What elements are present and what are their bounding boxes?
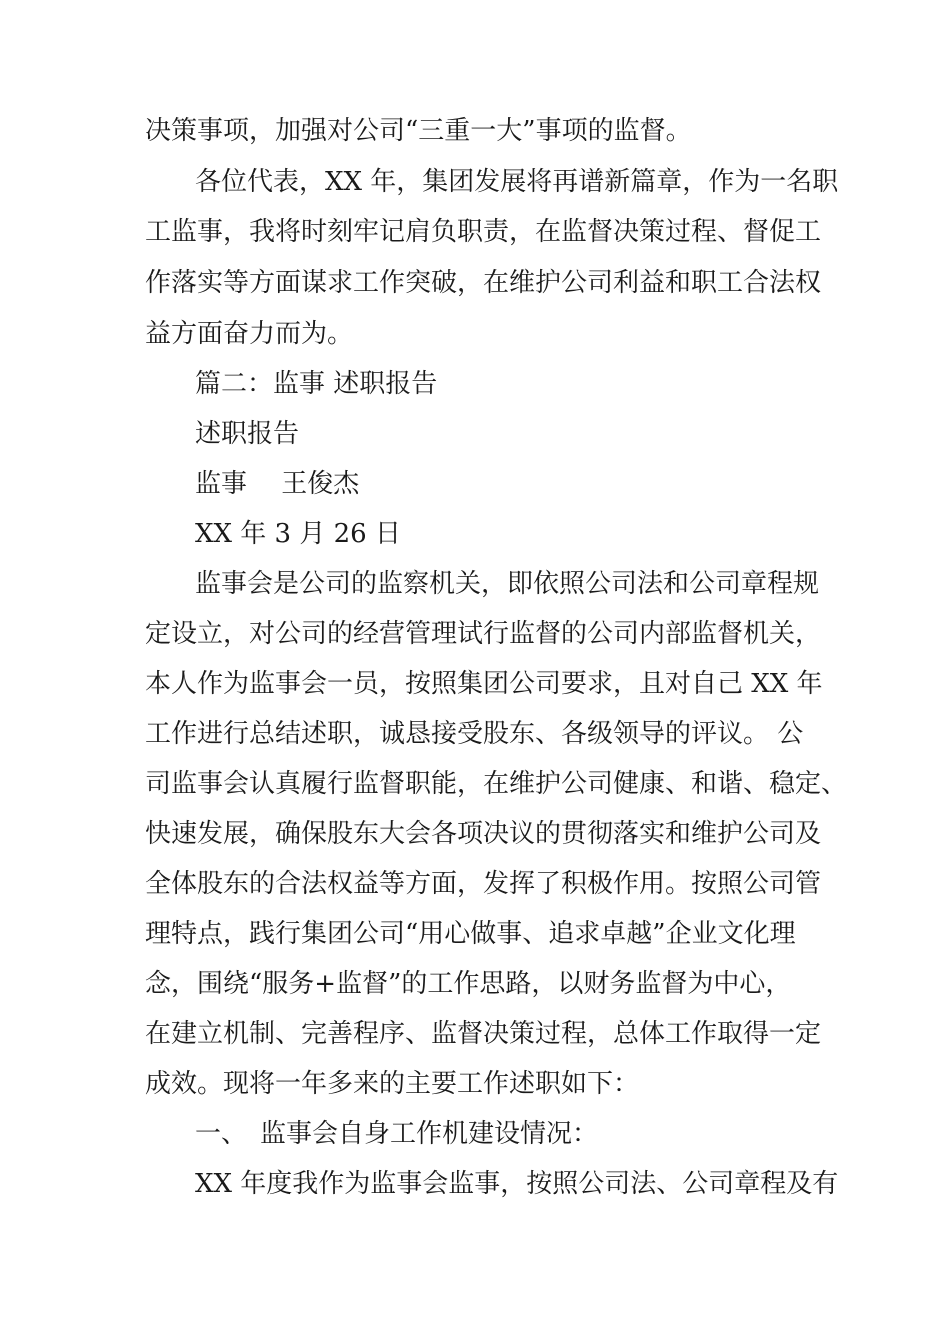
text-line: 司监事会认真履行监督职能，在维护公司健康、和谐、稳定、 bbox=[145, 769, 848, 799]
text-line: 监事会是公司的监察机关，即依照公司法和公司章程规 bbox=[195, 569, 820, 599]
text-line: 工作进行总结述职，诚恳接受股东、各级领导的评议。 公 bbox=[145, 719, 804, 749]
subsection-heading: 一、 监事会自身工作机建设情况： bbox=[195, 1119, 599, 1149]
report-author: 监事 王俊杰 bbox=[195, 469, 360, 499]
text-line: 工监事，我将时刻牢记肩负职责，在监督决策过程、督促工 bbox=[145, 217, 822, 247]
section-heading: 篇二：监事 述职报告 bbox=[195, 369, 438, 399]
text-line: 各位代表，XX 年，集团发展将再谱新篇章，作为一名职 bbox=[195, 167, 839, 197]
text-line: 成效。现将一年多来的主要工作述职如下： bbox=[145, 1069, 640, 1099]
report-title: 述职报告 bbox=[195, 419, 300, 449]
text-line: 益方面奋力而为。 bbox=[145, 319, 354, 349]
text-line: 全体股东的合法权益等方面，发挥了积极作用。按照公司管 bbox=[145, 869, 822, 899]
text-line: 念，围绕“服务+监督”的工作思路，以财务监督为中心， bbox=[145, 969, 792, 999]
text-line: 作落实等方面谋求工作突破，在维护公司利益和职工合法权 bbox=[145, 268, 822, 298]
report-date: XX 年 3 月 26 日 bbox=[195, 519, 401, 549]
text-line: XX 年度我作为监事会监事，按照公司法、公司章程及有 bbox=[195, 1169, 839, 1199]
text-line: 定设立，对公司的经营管理试行监督的公司内部监督机关， bbox=[145, 619, 822, 649]
text-line: 理特点，践行集团公司“用心做事、追求卓越”企业文化理 bbox=[145, 919, 796, 949]
text-line: 快速发展，确保股东大会各项决议的贯彻落实和维护公司及 bbox=[145, 819, 822, 849]
text-line: 在建立机制、完善程序、监督决策过程，总体工作取得一定 bbox=[145, 1019, 822, 1049]
text-line: 决策事项，加强对公司“三重一大”事项的监督。 bbox=[145, 116, 692, 146]
text-line: 本人作为监事会一员，按照集团公司要求，且对自己 XX 年 bbox=[145, 669, 823, 699]
